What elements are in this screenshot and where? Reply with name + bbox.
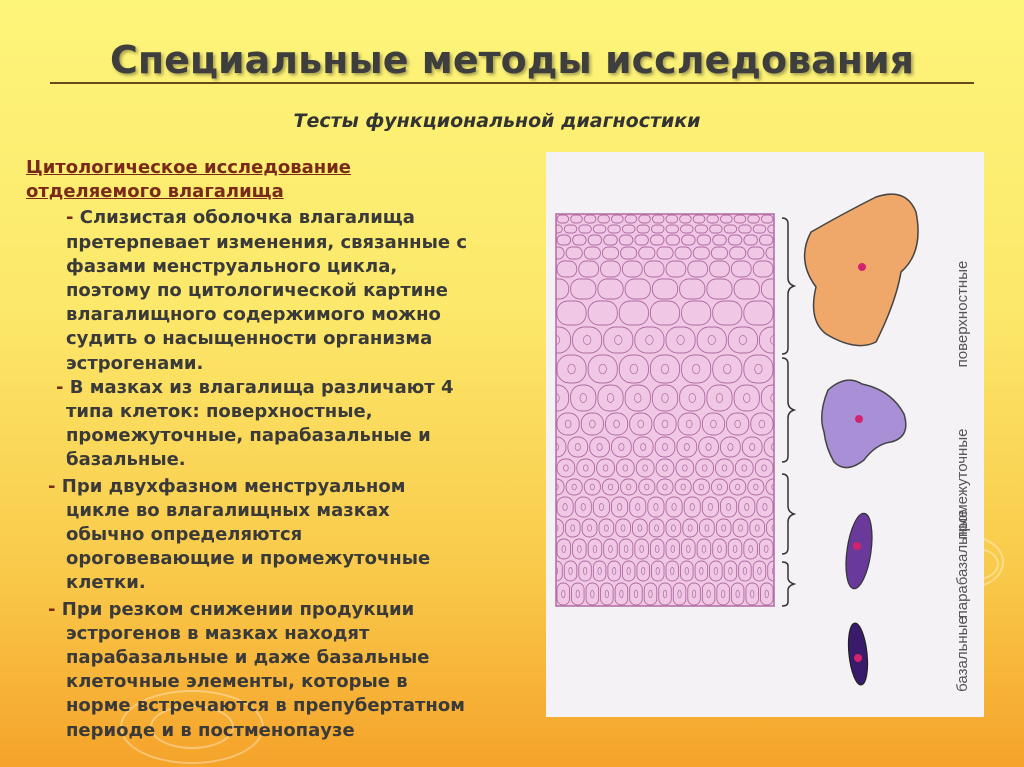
- epithelial-cell: [546, 235, 555, 245]
- epithelial-cell: [775, 539, 789, 559]
- epithelial-cell: [784, 247, 800, 259]
- epithelial-cell-nucleus: [546, 465, 548, 471]
- item-line: влагалищного содержимого можно: [66, 304, 441, 326]
- epithelial-cell: [546, 459, 555, 477]
- item-line: типа клеток: поверхностные,: [66, 401, 373, 423]
- parabasal-cell-nucleus: [853, 542, 861, 550]
- list-item: [56, 376, 536, 473]
- label-intermediate: промежуточные: [954, 428, 971, 540]
- item-line: промежуточные, парабазальные и: [66, 425, 431, 447]
- epithelium-figure: [546, 152, 984, 717]
- label-superficial: поверхностные: [954, 260, 971, 368]
- epithelial-cell: [546, 497, 555, 517]
- epithelial-cell: [546, 215, 555, 223]
- item-line: - В мазках из влагалища различают 4: [56, 376, 454, 398]
- item-line: норме встречаются в препубертатном: [66, 695, 465, 717]
- epithelial-cell-nucleus: [546, 545, 550, 552]
- item-line: цикле во влагалищных мазках: [66, 499, 390, 521]
- item-line: периоде и в постменопаузе: [66, 719, 355, 741]
- item-line: поэтому по цитологической картине: [66, 280, 449, 302]
- epithelial-cell-nucleus: [789, 525, 793, 531]
- content-text: [26, 156, 536, 743]
- epithelial-cell-nucleus: [801, 336, 808, 345]
- item-line: парабазальные и даже базальные: [66, 647, 430, 669]
- epithelial-cell: [775, 583, 788, 605]
- epithelial-cell-nucleus: [793, 443, 798, 450]
- slide-subtitle: Тесты функциональной диагностики: [293, 110, 701, 132]
- item-line: - При резком снижении продукции: [48, 598, 415, 620]
- list-item: [48, 598, 536, 743]
- item-line: - Слизистая оболочка влагалища: [66, 207, 415, 229]
- epithelial-cell: [791, 327, 820, 353]
- epithelial-cell: [775, 413, 797, 435]
- epithelial-cell: [783, 519, 798, 537]
- intermediate-cell-nucleus: [855, 415, 863, 423]
- epithelial-cell-nucleus: [780, 590, 783, 598]
- epithelial-cell-nucleus: [781, 503, 785, 510]
- item-line: клетки.: [66, 572, 146, 594]
- heading-line: отделяемого влагалища: [26, 181, 284, 203]
- layer-brace-parabasal: [782, 474, 794, 554]
- list-item: [48, 475, 536, 596]
- epithelial-cell: [775, 261, 795, 277]
- epithelial-cell-nucleus: [780, 545, 784, 552]
- epithelial-cell: [775, 235, 789, 245]
- epithelial-cell: [546, 261, 555, 277]
- epithelial-cell-nucleus: [782, 465, 787, 471]
- epithelial-cell-nucleus: [547, 590, 550, 598]
- item-line: - При двухфазном менструальном: [48, 475, 406, 497]
- item-line: базальные.: [66, 449, 186, 471]
- item-line: клеточные элементы, которые в: [66, 671, 408, 693]
- section-heading: [26, 156, 536, 204]
- item-line: ороговевающие и промежуточные: [66, 548, 431, 570]
- title-divider: [50, 82, 974, 84]
- epithelial-cell: [546, 355, 555, 383]
- epithelial-cell: [789, 279, 814, 299]
- heading-line: Цитологическое исследование: [26, 157, 352, 178]
- item-line: претерпевает изменения, связанные с: [66, 231, 468, 253]
- epithelial-cell-nucleus: [798, 394, 805, 403]
- label-basal: базальные: [954, 616, 971, 692]
- epithelial-cell-nucleus: [546, 503, 549, 510]
- epithelial-cell-nucleus: [546, 420, 547, 428]
- item-line: фазами менструального цикла,: [66, 255, 398, 277]
- superficial-cell-nucleus: [858, 263, 866, 271]
- label-parabasal: парабазальные: [954, 509, 971, 619]
- parabasal-cell: [842, 512, 876, 591]
- epithelial-cell: [784, 479, 800, 495]
- epithelial-cell: [546, 539, 555, 559]
- basal-cell-nucleus: [854, 654, 862, 662]
- epithelial-cell: [775, 355, 804, 383]
- layer-brace-superficial: [782, 218, 794, 354]
- epithelial-cell: [775, 301, 804, 325]
- list-item: [66, 206, 536, 375]
- epithelial-cell: [546, 301, 555, 325]
- epithelial-cell: [546, 413, 555, 435]
- layer-brace-intermediate: [782, 358, 794, 462]
- epithelial-cell-nucleus: [790, 484, 794, 490]
- item-line: эстрогенами.: [66, 352, 204, 374]
- epithelial-cell-nucleus: [786, 364, 793, 374]
- epithelium-diagram: [546, 152, 984, 717]
- intermediate-cell: [822, 380, 906, 467]
- epithelial-cell: [786, 437, 806, 457]
- layer-brace-basal: [782, 562, 794, 606]
- item-line: обычно определяются: [66, 524, 303, 546]
- epithelial-cell: [789, 385, 814, 411]
- item-line: судить о насыщенности организма: [66, 328, 433, 350]
- epithelial-cell: [546, 583, 555, 605]
- item-line: эстрогенов в мазках находят: [66, 622, 370, 644]
- slide-title: Специальные методы исследования: [109, 38, 915, 82]
